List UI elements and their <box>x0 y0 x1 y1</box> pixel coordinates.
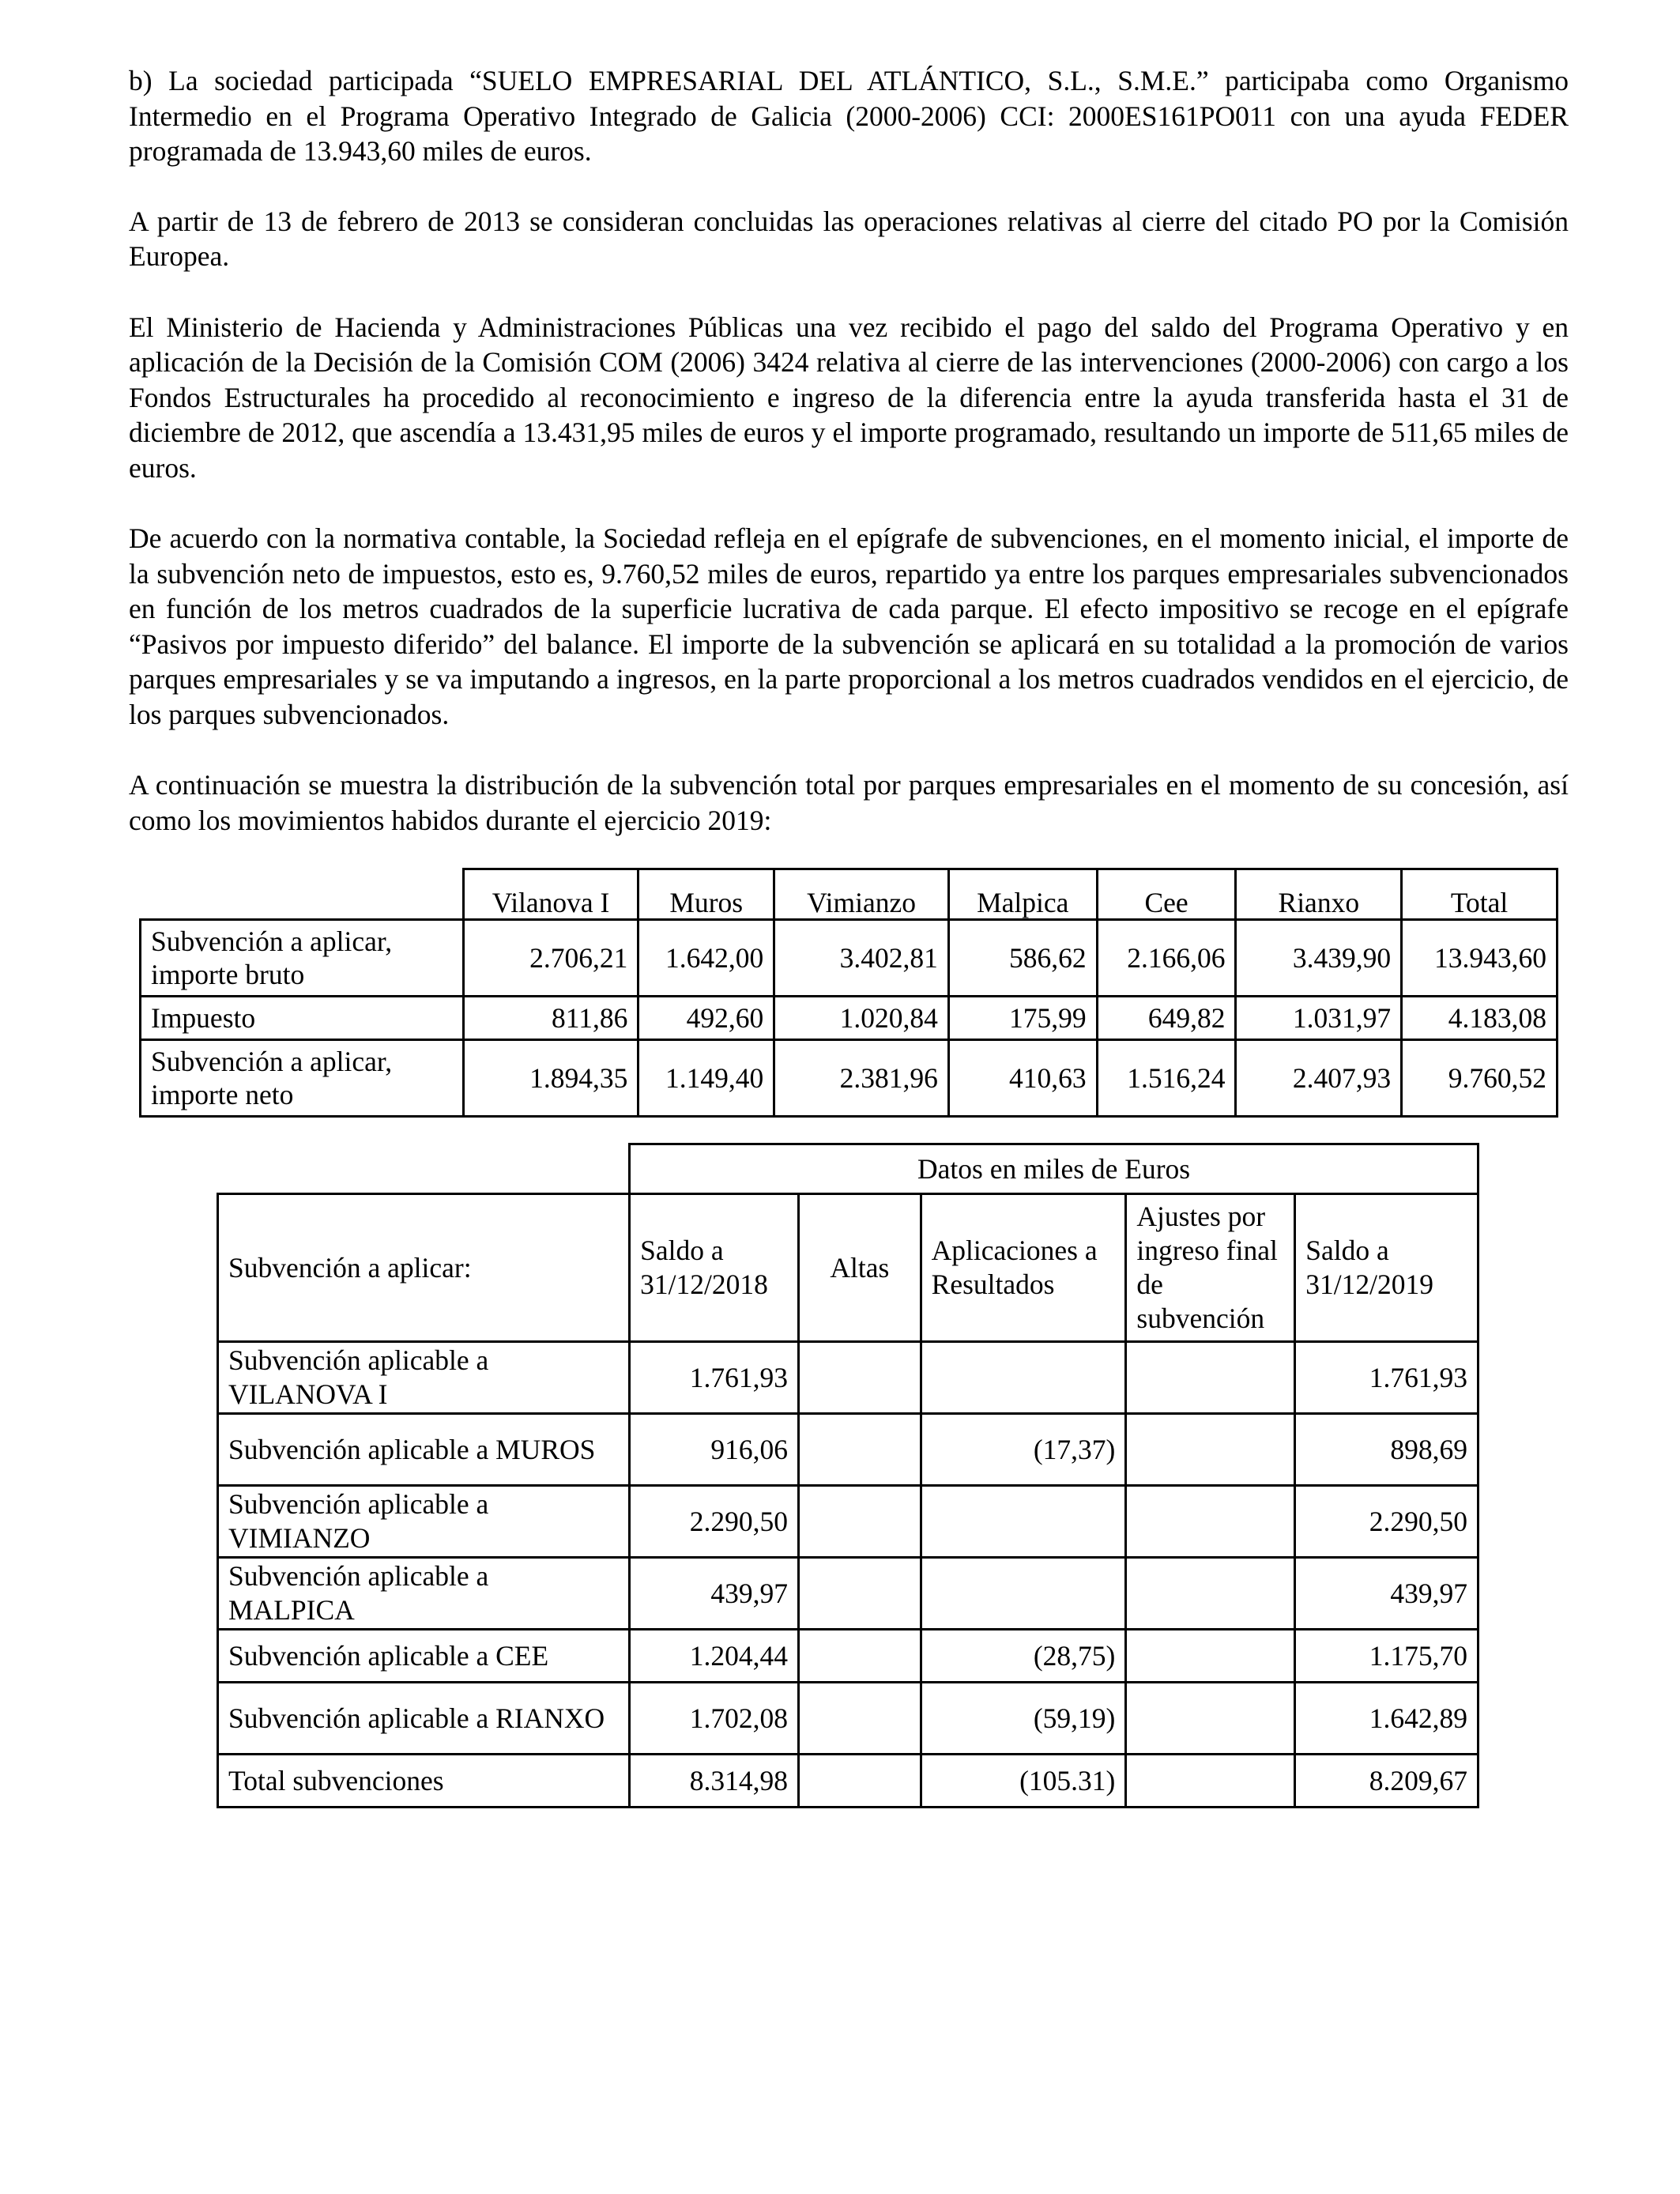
row-label: Subvención aplicable a VILANOVA I <box>218 1342 630 1414</box>
row-label: Subvención aplicable a CEE <box>218 1630 630 1683</box>
header-aplicaciones: Aplicaciones a Resultados <box>921 1194 1126 1342</box>
cell-value: 1.204,44 <box>630 1630 799 1683</box>
cell-value <box>799 1683 921 1755</box>
row-label: Subvención a aplicar, importe bruto <box>141 920 464 997</box>
table-row <box>218 1414 1478 1486</box>
cell-value <box>799 1486 921 1558</box>
cell-value: 1.149,40 <box>638 1040 774 1117</box>
subvencion-movements-table <box>217 1143 1479 1808</box>
cell-value <box>1126 1630 1295 1683</box>
cell-value: (17,37) <box>921 1414 1126 1486</box>
table-row <box>218 1342 1478 1414</box>
header-altas: Altas <box>799 1194 921 1342</box>
header-saldo-2019: Saldo a 31/12/2019 <box>1295 1194 1478 1342</box>
table-caption: Datos en miles de Euros <box>630 1144 1478 1194</box>
header-malpica: Malpica <box>948 869 1097 920</box>
cell-value: 439,97 <box>1295 1558 1478 1630</box>
cell-value: 811,86 <box>463 997 638 1040</box>
header-ajustes: Ajustes por ingreso final de subvención <box>1126 1194 1295 1342</box>
header-saldo-2018: Saldo a 31/12/2018 <box>630 1194 799 1342</box>
cell-value: 916,06 <box>630 1414 799 1486</box>
cell-value <box>1126 1414 1295 1486</box>
header-total: Total <box>1402 869 1558 920</box>
cell-value <box>799 1414 921 1486</box>
cell-value: 1.642,89 <box>1295 1683 1478 1755</box>
cell-value: 1.642,00 <box>638 920 774 997</box>
table-caption-row <box>218 1144 1478 1194</box>
cell-value: 2.381,96 <box>774 1040 949 1117</box>
cell-value: 649,82 <box>1097 997 1236 1040</box>
cell-value: 13.943,60 <box>1402 920 1558 997</box>
row-label: Subvención aplicable a VIMIANZO <box>218 1486 630 1558</box>
header-rianxo: Rianxo <box>1236 869 1402 920</box>
cell-value: 1.516,24 <box>1097 1040 1236 1117</box>
cell-value: 2.290,50 <box>630 1486 799 1558</box>
document-body <box>129 63 1569 838</box>
cell-value <box>921 1342 1126 1414</box>
header-subvencion-a-aplicar: Subvención a aplicar: <box>218 1194 630 1342</box>
row-label: Impuesto <box>141 997 464 1040</box>
caption-blank-cell <box>218 1144 630 1194</box>
cell-value: 439,97 <box>630 1558 799 1630</box>
paragraph-organismo-intermedio: b) La sociedad participada “SUELO EMPRESARIAL DEL ATLÁNTICO, S.L., S.M.E.” participaba como Organismo Intermedio en el Programa Operativo Integrado de Galicia (2000-2006) CCI: 2000ES161PO011 con una ayuda FEDER programada de 13.943,60 miles de euros. <box>129 65 1569 167</box>
cell-value: 1.020,84 <box>774 997 949 1040</box>
cell-value: (28,75) <box>921 1630 1126 1683</box>
cell-value <box>1126 1558 1295 1630</box>
header-vimianzo: Vimianzo <box>774 869 949 920</box>
cell-value <box>1126 1683 1295 1755</box>
table-header-row <box>141 869 1558 920</box>
cell-value: 9.760,52 <box>1402 1040 1558 1117</box>
cell-value <box>1126 1486 1295 1558</box>
table-row <box>218 1486 1478 1558</box>
table-row <box>141 920 1558 997</box>
cell-value: 3.439,90 <box>1236 920 1402 997</box>
cell-value: 586,62 <box>948 920 1097 997</box>
row-label: Subvención a aplicar, importe neto <box>141 1040 464 1117</box>
cell-value: 3.402,81 <box>774 920 949 997</box>
cell-value: 4.183,08 <box>1402 997 1558 1040</box>
paragraph-ministerio: El Ministerio de Hacienda y Administraciones Públicas una vez recibido el pago del saldo del Programa Operativo y en aplicación de la Decisión de la Comisión COM (2006) 3424 relativa al cierre de las intervenciones (2000-2006) con cargo a los Fondos Estructurales ha procedido al reconocimiento e ingreso de la diferencia entre la ayuda transferida hasta el 31 de diciembre de 2012, que ascendía a 13.431,95 miles de euros y el importe programado, resultando un importe de 511,65 miles de euros. <box>129 311 1569 484</box>
cell-value <box>921 1558 1126 1630</box>
header-muros: Muros <box>638 869 774 920</box>
cell-value: 492,60 <box>638 997 774 1040</box>
paragraph-normativa-contable: De acuerdo con la normativa contable, la Sociedad refleja en el epígrafe de subvenciones, en el momento inicial, el importe de la subvención neto de impuestos, esto es, 9.760,52 miles de euros, repartido ya entre los parques empresariales subvencionados en función de los metros cuadrados de la superficie lucrativa de cada parque. El efecto impositivo se recoge en el epígrafe “Pasivos por impuesto diferido” del balance. El importe de la subvención se aplicará en su totalidad a la promoción de varios parques empresariales y se va imputando a ingresos, en la parte proporcional a los metros cuadrados vendidos en el ejercicio, de los parques subvencionados. <box>129 522 1569 730</box>
table-row <box>218 1683 1478 1755</box>
cell-value: 8.314,98 <box>630 1755 799 1808</box>
cell-value <box>799 1342 921 1414</box>
cell-value: 1.761,93 <box>630 1342 799 1414</box>
table-row <box>141 1040 1558 1117</box>
header-blank-cell <box>141 869 464 920</box>
cell-value: 8.209,67 <box>1295 1755 1478 1808</box>
cell-value <box>921 1486 1126 1558</box>
table-header-row <box>218 1194 1478 1342</box>
cell-value: 2.706,21 <box>463 920 638 997</box>
table-total-row <box>218 1755 1478 1808</box>
paragraph-cierre-po: A partir de 13 de febrero de 2013 se consideran concluidas las operaciones relativas al cierre del citado PO por la Comisión Europea. <box>129 205 1569 272</box>
cell-value: 1.031,97 <box>1236 997 1402 1040</box>
row-label: Total subvenciones <box>218 1755 630 1808</box>
subvencion-distribution-table <box>139 868 1558 1118</box>
cell-value: 1.175,70 <box>1295 1630 1478 1683</box>
cell-value <box>799 1558 921 1630</box>
cell-value <box>799 1755 921 1808</box>
cell-value: 1.702,08 <box>630 1683 799 1755</box>
row-label: Subvención aplicable a MALPICA <box>218 1558 630 1630</box>
table-row <box>141 997 1558 1040</box>
header-cee: Cee <box>1097 869 1236 920</box>
table-row <box>218 1630 1478 1683</box>
cell-value: 898,69 <box>1295 1414 1478 1486</box>
row-label: Subvención aplicable a MUROS <box>218 1414 630 1486</box>
cell-value: 1.761,93 <box>1295 1342 1478 1414</box>
cell-value: 175,99 <box>948 997 1097 1040</box>
paragraph-distribucion: A continuación se muestra la distribución de la subvención total por parques empresariales en el momento de su concesión, así como los movimientos habidos durante el ejercicio 2019: <box>129 769 1569 836</box>
cell-value: 410,63 <box>948 1040 1097 1117</box>
cell-value: 2.290,50 <box>1295 1486 1478 1558</box>
table-row <box>218 1558 1478 1630</box>
cell-value <box>1126 1755 1295 1808</box>
cell-value <box>799 1630 921 1683</box>
cell-value: (59,19) <box>921 1683 1126 1755</box>
cell-value: (105.31) <box>921 1755 1126 1808</box>
cell-value: 2.166,06 <box>1097 920 1236 997</box>
cell-value: 2.407,93 <box>1236 1040 1402 1117</box>
cell-value <box>1126 1342 1295 1414</box>
header-vilanova: Vilanova I <box>463 869 638 920</box>
row-label: Subvención aplicable a RIANXO <box>218 1683 630 1755</box>
cell-value: 1.894,35 <box>463 1040 638 1117</box>
